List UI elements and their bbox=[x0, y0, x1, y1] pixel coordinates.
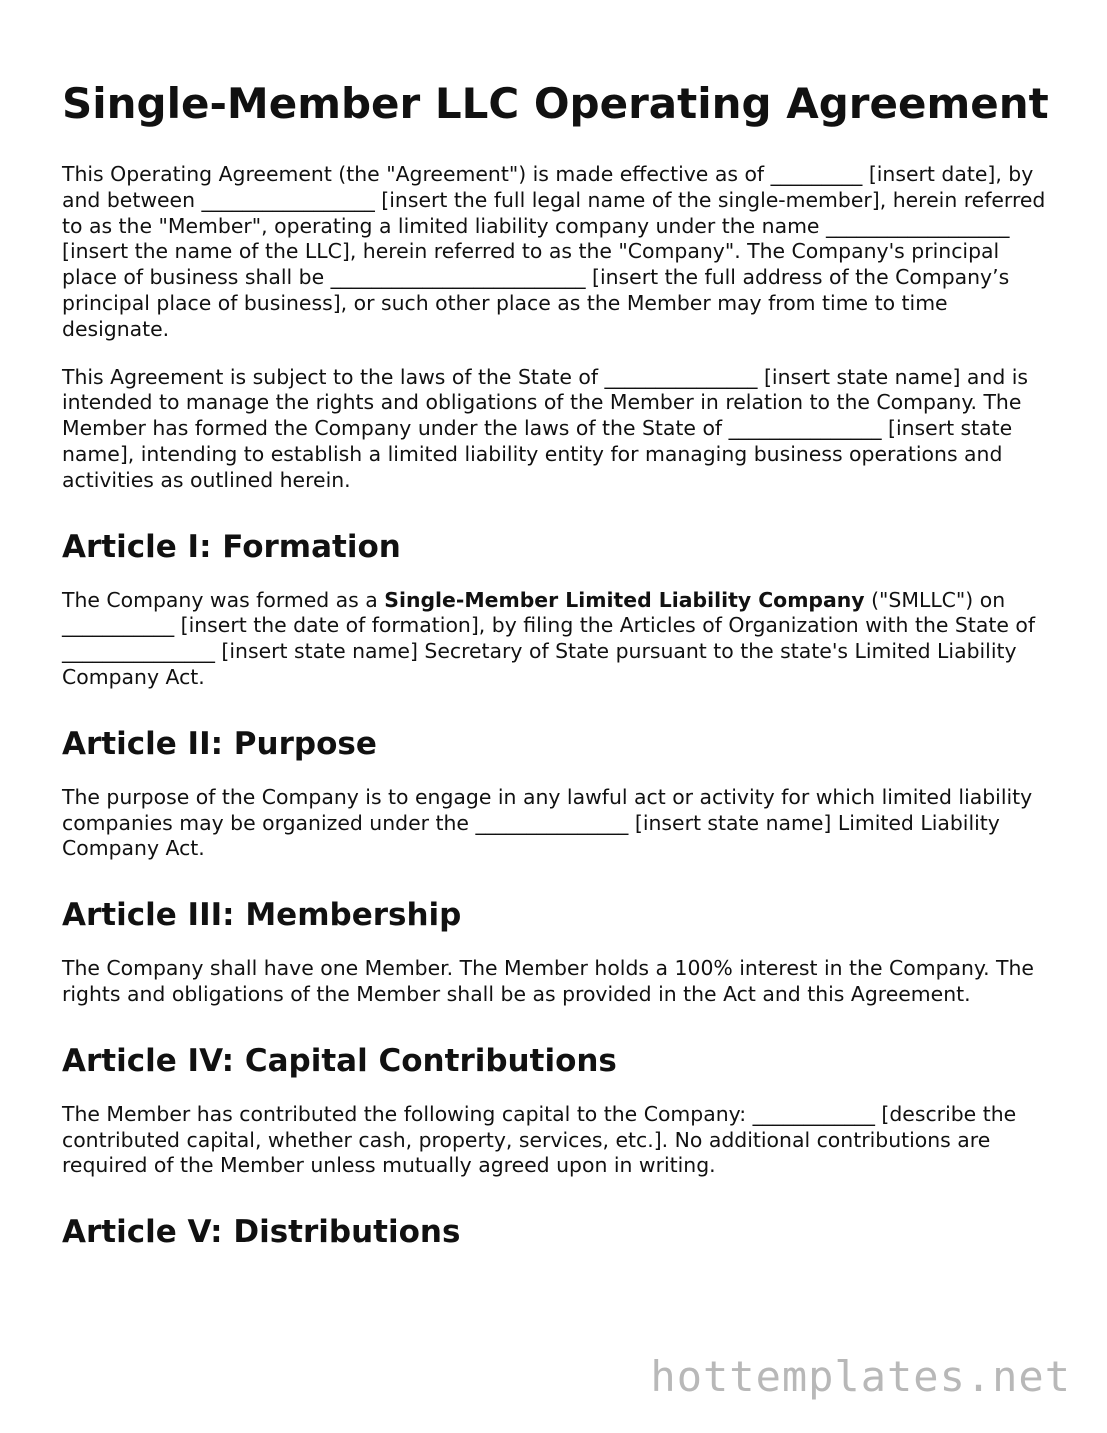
article-distributions bbox=[62, 1213, 1052, 1251]
article-capital-contributions bbox=[62, 1042, 1052, 1179]
article-text: The Company shall have one Member. The Member holds a 100% interest in the Company. The rights and obligations of the Member shall be as provided in the Act and this Agreement. bbox=[62, 956, 1034, 1006]
article-text-part: ("SMLLC") on ___________ [insert the date of formation], by filing the Articles of Organization with the State of _______________ [insert state name] Secretary of State pursuant to the state's Limited Liability Company Act. bbox=[62, 587, 1036, 689]
article-heading: Article IV: Capital Contributions bbox=[62, 1042, 617, 1079]
article-heading: Article III: Membership bbox=[62, 897, 462, 934]
article-text-bold: Single-Member Limited Liability Company bbox=[384, 587, 865, 612]
article-heading: Article I: Formation bbox=[62, 528, 401, 565]
article-heading: Article V: Distributions bbox=[62, 1214, 461, 1251]
watermark: hottemplates.net bbox=[650, 1352, 1071, 1401]
article-text-part: The Company was formed as a bbox=[62, 587, 385, 612]
intro-paragraph-1: This Operating Agreement (the "Agreement") is made effective as of _________ [insert date], by and between _________________ [insert the full legal name of the single-member], herein referred to as the "Member", operating a limited liability company under the name __________________ [insert the name of the LLC], herein referred to as the "Company". The Company's principal place of business shall be _________________________ [insert the full address of the Company’s principal place of business], or such other place as the Member may from time to time designate. bbox=[62, 162, 1046, 341]
article-formation bbox=[62, 528, 1052, 691]
article-purpose bbox=[62, 725, 1052, 862]
article-text: The Member has contributed the following capital to the Company: ____________ [describe the contributed capital, whether cash, property, services, etc.]. No additional contributions are required of the Member unless mutually agreed upon in writing. bbox=[62, 1101, 1017, 1178]
article-membership bbox=[62, 896, 1052, 1008]
article-text bbox=[62, 588, 1052, 691]
article-text: The purpose of the Company is to engage in any lawful act or activity for which limited liability companies may be organized under the _______________ [insert state name] Limited Liability Company Act. bbox=[62, 784, 1033, 861]
intro-paragraph-2: This Agreement is subject to the laws of the State of _______________ [insert state name] and is intended to manage the rights and obligations of the Member in relation to the Company. The Member has formed the Company under the laws of the State of _______________ [insert state name], intending to establish a limited liability entity for managing business operations and activities as outlined herein. bbox=[62, 364, 1029, 492]
article-heading: Article II: Purpose bbox=[62, 725, 377, 762]
document-title: Single-Member LLC Operating Agreement bbox=[62, 79, 1049, 128]
document-page bbox=[62, 78, 1052, 1273]
